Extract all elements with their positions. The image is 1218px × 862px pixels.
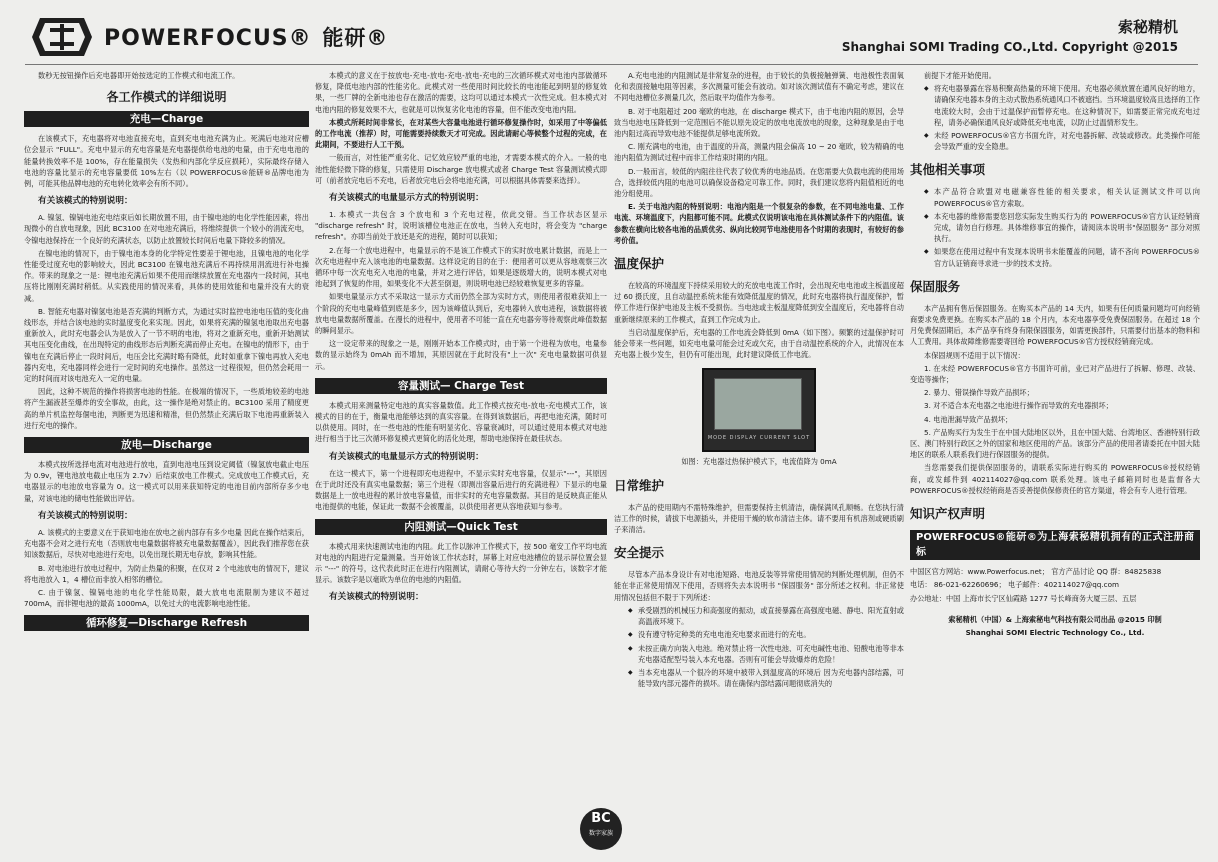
- company-name-cn: 索秘精机: [1117, 18, 1178, 36]
- charge-special-heading: 有关该模式的特别说明：: [38, 196, 133, 207]
- other-matters-title: 其他相关事项: [910, 162, 986, 178]
- quick-test-special-heading: 有关该模式的特别说明：: [329, 592, 424, 603]
- discharge-note-a: A. 该模式的主要意义在于获知电池在放电之前内部存有多少电量 因此在操作结束后，充电器不会对之进行充电（否则放电电量数据将被充电量数据覆盖），因此我们推荐您在获知该数据后，尽快对电池进行充电，以免出现长期无电存放，影响其性能。: [24, 527, 309, 560]
- safety-title: 安全提示: [614, 545, 665, 561]
- quick-test-note-e: E. 关于电池内阻的特别说明：电池内阻是一个很复杂的参数，在不同电池电量、工作电流、环境温度下，内阻都可能不同。此模式仅说明该电池在具体测试条件下的内阻值。该参数在横向比较各电池的品质优劣、纵向比较同节电池使用各个时期的表现时，有较好的参考价值。: [614, 202, 904, 245]
- list-item: ◆ 没有遵守特定种类的充电电池充电要求而进行的充电。: [628, 629, 904, 640]
- refresh-paragraph-2: 一般而言，对性能严重劣化、记忆效应较严重的电池，才需要本模式的介入。一般的电池性能轻微下降的修复，只需使用 Discharge 放电模式或者 Charge Test 容量测试模式即可（前者放完电后不充电，后者放完电后会将电池充满，可以根据具体需要来选择）。: [315, 153, 607, 185]
- warranty-title: 保固服务: [910, 278, 961, 294]
- list-item: ◆ 未经 POWERFOCUS®官方书面允许，对充电器拆解、改装或修改。此类操作可能会导致严重的安全隐患。: [924, 130, 1200, 152]
- refresh-heading-bar: 循环修复—Discharge Refresh: [24, 615, 309, 631]
- footer-publisher-en: Shanghai SOMI Electric Technology Co., Ltd.: [965, 627, 1145, 637]
- brand-cn: 能研®: [322, 26, 389, 50]
- trademark-banner: POWERFOCUS®能研®为上海索秘精机拥有的正式注册商标: [910, 530, 1200, 560]
- list-item: 3. 对不适合本充电器之电池进行操作而导致的充电器损坏；: [924, 401, 1113, 411]
- list-item: 5. 产品购买行为发生于在中国大陆地区以外，且在中国大陆、台湾地区、香港特别行政区、澳门特别行政区之外的国家和地区使用的产品。该部分产品的使用者请委托在中国大陆地区的联系人联系我们进行保固服务的提供。: [910, 427, 1200, 460]
- brand-registered-mark: ®: [288, 26, 312, 51]
- refresh-warning: 本模式所耗时间非常长，在对某些大容量电池进行循环修复操作时，如采用了中等偏低的工作电流（推荐）时，可能需要持续数天才可完成。因此请耐心等候整个过程的完成，在此期间，不要进行人工干预。: [315, 117, 607, 150]
- charge-heading-bar: 充电—Charge: [24, 111, 309, 127]
- list-item: ◆ 将充电器暴露在容易积聚高热量的环境下使用。充电器必须放置在通风良好的地方，请确保充电器本身的主动式散热系统通风口不被遮挡。当环境温度较高且选择的工作电流较大时，会由于过温保护而暂停充电。在这种情况下，如需要正常完成充电过程，请务必确保通风良好或降低充电电流，以防止过温情形发生。: [924, 83, 1200, 128]
- refresh-display-heading: 有关该模式的电量显示方式的特别说明：: [329, 193, 484, 204]
- charge-test-paragraph: 本模式用来测量特定电池的真实容量数值。此工作模式按充电-放电-充电模式工作，该模式的目的在于，衡量电池能够达到的真实容量。在得到该数据后，再把电池充满，随时可以供使用。同时，在一些电池的性能有明显劣化、容量衰减时，可以通过使用本模式对电池进行相当于比三次循环修复模式更简化的活化处理，帮助电池保持在最佳状态。: [315, 400, 607, 444]
- quick-test-note-d: D.一般而言，较低的内阻往往代表了较优秀的电池品质。在您需要大负载电流的使用场合，选择较低内阻的电池可以确保设备稳定可靠工作。同时，我们建议您将内阻值相近的电池分组使用。: [614, 166, 904, 199]
- page-header: [0, 0, 1218, 64]
- list-item: ◆ 承受剧烈的机械压力和高强度的振动，或直接暴露在高强度电磁、静电、阳光直射或高温液环境下。: [628, 605, 904, 627]
- quick-test-note-b: B. 对于电阻超过 200 毫欧的电池，在 discharge 模式下，由于电池内阻的原因，会导致当电池电压降低到一定范围后不能以原先设定的放电电流放电的现象，这种现象是由于电池内阻过高而导致电池不能提供足够电流所致。: [614, 106, 904, 139]
- charge-test-heading-bar: 容量测试— Charge Test: [315, 378, 607, 394]
- warranty-contact-paragraph: 当您需要我们提供保固服务的，请联系实际进行购买的 POWERFOCUS®授权经销商，或发邮件到 402114027@qq.com 联系处理。该电子邮箱同时也是监督各大 POWERFOCUS®授权经销商是否妥善提供保修责任的官方渠道，将会有专人进行管理。: [910, 463, 1200, 495]
- header-divider: [25, 64, 1198, 65]
- charge-note-b: B. 智能充电器对镍氢电池是否充满的判断方式，为通过实时监控电池电压值的变化曲线形态，并结合该电池的实时温度变化来实现。因此，如果将充满的镍氢电池取出充电器重新放入，此时充电器会认为是放入了一节不明的电池，将对之重新充电，重新开始测试其电压变化曲线，在出现特定的曲线形态后判断充满而停止充电。在镍电的情形下，由于镍电在充满后停止一段时间后，电压会比充满时略有降低，此时如重拿下镍电再放入充电器内充电，充电器同样会进行一定时间的充电操作。虽然这一过程很短，但仍然会耗用一定的时间而对该电池充入一定的电量。: [24, 306, 309, 384]
- brand-en: POWERFOCUS: [104, 26, 289, 51]
- warranty-exclusions-intro: 本保固规则不适用于以下情况：: [924, 350, 1025, 360]
- badge-top-text: BC: [591, 811, 611, 826]
- section-title-modes: 各工作模式的详细说明: [106, 90, 227, 105]
- daily-maintenance-paragraph: 本产品的使用期内不需特殊维护，但需要保持主机清洁，确保满风孔顺畅。在您执行清洁工作的时候，请拔下电源插头，并使用干燥的软布清洁主体。请不要用有机溶剂或硬质刷子来清洁。: [614, 502, 904, 535]
- list-item: ◆ 未按正确方向装入电池。绝对禁止将一次性电池、可充电碱性电池、铅酸电池等非本充电器适配型号装入本充电器。否则有可能会导致爆炸的危险！: [628, 643, 904, 665]
- list-item: ◆ 当本充电器从一个很冷的环境中被带入到温度高的环境后 因为充电器内部结露，可能导致内部元器件的损坏。请在确保内部结露问题彻底消失的: [628, 667, 904, 689]
- charge-test-paragraph-2: 在这一模式下，第一个进程即充电进程中，不显示实时充电容量，仅显示"---"，其原因在于此时还没有真实电量数据；第三个进程（即测出容量后进行的充满进程）下显示的电量数据是上一放电进程的累计放电容量值，而非实时的充电容量数据。其目的是反映真正能从电池提供的电能，保证此一数据不会被覆盖，以供使用者更从容地获知与参考。: [315, 468, 607, 512]
- contact-address: 办公地址：中国 上海市长宁区仙霞路 1277 号长峰商务大厦三层、五层: [910, 593, 1137, 603]
- footer-publisher-cn: 索秘精机（中国）& 上海索秘电气科技有限公司出品 @2015 印制: [948, 614, 1162, 624]
- discharge-note-c: C. 由于镍氢、镍镉电池的电化学性能局限，最大放电电流限制为建议不超过 700mA，而非锂电池的最高 1000mA，以免过大的电流影响电池性能。: [24, 587, 309, 609]
- safety-list-continued: [910, 83, 1200, 152]
- warranty-exclusions: [910, 363, 1200, 461]
- refresh-paragraph-4: 这一设定带来的现象之一是，刚刚开始本工作模式时，由于第一个进程为放电，电量参数的显示始终为 0mAh 而不增加，其原因就在于此时没有"上一次" 充电电量数据可供显示。: [315, 339, 607, 371]
- column-3: [614, 70, 904, 822]
- refresh-paragraph-3: 如果电量显示方式不采取这一显示方式而仍然全部为实时方式，则使用者很难获知上一个阶段的充电电量峰值到底是多少，因为该峰值认到后，充电器转入放电进程，该数据将被放电电量数据所覆盖。在漫长的进程中，使用者不可能一直在充电器旁等待观察此峰值数据的瞬间显示。: [315, 292, 607, 336]
- intro-text: 数秒无按钮操作后充电器即开始按选定的工作模式和电流工作。: [38, 71, 240, 80]
- discharge-paragraph: 本模式按所选择电流对电池进行放电，直到电池电压到设定阈值（镍氢放电截止电压为 0.9v，锂电池放电截止电压为 2.7v）后结束放电工作模式。完成放电工作模式后，充电器显示的电池放电容量为 0。这一模式可以用来获知特定的电池目前内部所存多少电量，对该电池的储电性能做出评估。: [24, 460, 309, 503]
- discharge-note-b: B. 对电池进行放电过程中，为防止热量的积聚，在仅对 2 个电池放电的情况下，建议将电池放入 1，4 槽位而非放入相邻的槽位。: [24, 563, 309, 584]
- list-item: 2. 暴力、错误操作导致产品损坏；: [924, 388, 1034, 398]
- discharge-special-heading: 有关该模式的特别说明：: [38, 510, 133, 521]
- refresh-note-2: 2.在每一个放电进程中，电量显示的不是该工作模式下的实时放电累计数据，而是上一次充电进程中充入该电池的电量数据。这样设定的目的在于：便用者可以更从容地观察三次循环中每一次充电充入电池的电量，并对之进行评估，如果是逐级增大的，说明本模式对电池起到了恢复的作用，如果变化不大甚至倒退，则说明电池已经较难恢复更多的容量。: [315, 245, 607, 289]
- list-item: ◆ 本充电器的维修需要您回您实际发生购买行为的 POWERFOCUS®官方认证经销商完成，请勿自行修理。具体维修事宜的操作，请阅读本说明书"保固服务" 部分对照执行。: [924, 211, 1200, 245]
- contact-website: 中国区官方网站：www.Powerfocus.net； 官方产品讨论 QQ 群：84825838: [910, 567, 1162, 577]
- list-item: 1. 在未经 POWERFOCUS®官方书面许可前，业已对产品进行了拆解、修理、改装、变造等操作；: [910, 363, 1200, 385]
- column-4: [910, 70, 1200, 822]
- list-item: ◆ 如果您在使用过程中有发现本说明书未能覆盖的问题，请不吝向 POWERFOCUS®官方认证销商寻求进一步的技术支持。: [924, 246, 1200, 268]
- temperature-protection-title: 温度保护: [614, 256, 665, 272]
- list-item: 4. 电池泄漏导致产品损坏；: [924, 414, 1013, 424]
- warranty-paragraph: 本产品拥有售后保固服务。在购买本产品的 14 天内，如果有任何质量问题均可向经销商要求免费更换。在购买本产品的 18 个月内，本充电器享受免费保固服务。在超过 18 个月免费保固期后，本产品享有终身有限保固服务，如需更换部件，只需要付出基本的物料和人工费用。具体故障维修需要寄回给 POWERFOCUS®官方授权经销商完成。: [910, 303, 1200, 347]
- safety-continued: 前提下才能开始使用。: [924, 71, 996, 80]
- charge-note-a2: 在镍电池的情况下，由于镍电池本身的化学特定性要差于锂电池，且镍电池的电化学性能受过度充电的影响较大，因此 BC3100 在镍电池充满后不再持续用涓流进行补电操作。带来的现象之一是：锂电池充满后如果不使用而继续放置在充电器内一段时间，其电压将比刚刚充满时稍低。从实践使用的情况来看，具体的使用效能和电量并没有大的衰减。: [24, 248, 309, 303]
- contact-phone-email: 电话： 86-021-62260696； 电子邮件：402114027@qq.com: [910, 580, 1119, 590]
- lcd-display: [714, 378, 802, 430]
- refresh-paragraph: 本模式的意义在于按放电-充电-放电-充电-放电-充电的三次循环模式对电池内部做循环修复，降低电池内部的性能劣化。此模式对一些使用时间比较长的电池能起到明显的修复效果，一些厂牌的全新电池也存在激活的需要，这均可以通过本模式一次性完成。但本模式对电池内阻的修复效果不大，也就是可以恢复劣化电池的容量，但不能改变电池内阻。: [315, 71, 607, 114]
- charge-note-b2: 因此，这种不规范的操作将损害电池的性能。在极端的情况下，一些质地较差的电池将产生漏液甚至爆炸的安全事故，由此，这一操作是绝对禁止的。BC3100 采用了精度更高的单片机监控每個电池，判断更为迅速和精准，但仍然禁止充满后取下电池再重新装入进行充电的操作。: [24, 387, 309, 430]
- charger-screen-photo: [702, 368, 816, 452]
- charge-test-display-heading: 有关该模式的电量显示方式的特别说明：: [329, 451, 484, 462]
- company-copyright: Shanghai SOMI Trading CO.,Ltd. Copyright @2015: [841, 40, 1178, 54]
- charge-paragraph: 在该模式下，充电器将对电池直接充电，直到充电电池充满为止。死满后电池对应槽位会显示 "FULL"。充电中显示的充电容量是充电器提供给电池的电量，由于充电电池的能量转换效率不是 100%，存在能量损失（发热和内部化学反应损耗），实际最终存储入电池的容量比显示的充电容量要低 10%左右（以 POWERFOCUS®能研®品牌电池为例，可能其他品牌电池的充电转化效率会有所不同）。: [24, 134, 309, 189]
- badge-bottom-text: 数字家族: [588, 830, 613, 837]
- other-matters-list: [910, 186, 1200, 268]
- brand-name: [104, 22, 388, 52]
- list-item: ◆ 本产品符合欧盟对电磁兼容性能的相关要求，相关认证测试文件可以向 POWERFOCUS®官方索取。: [924, 186, 1200, 208]
- charge-note-a: A. 镍氢、镍镉电池充电结束后如长期放置不用，由于镍电池的电化学性能因素，将出现微小的自放电现象，因此 BC3100 在对电池充满后，将维续提供一个较小的涓流充电，令镍电池保持在一个良好的充满状态，以防止放置较长时间后电量下降较多的情况。: [24, 213, 309, 245]
- quick-test-note-c: C. 刚充满电的电池，由于温度的升高，测量内阻会偏高 10 ~ 20 毫欧，较为精确的电池内阻值为测试过程中而非工作结束时期的内阻。: [614, 142, 904, 163]
- powerfocus-logo-icon: [30, 14, 94, 60]
- refresh-note-1: 1. 本模式一共包含 3 个放电和 3 个充电过程，依此交错。当工作状态区显示 "discharge refresh" 时，说明该槽位电池正在放电，当转入充电时，将会变为 "charge refresh"。亦即当前处于放还是充的进程，随时可以获知；: [315, 210, 607, 242]
- column-2: [315, 70, 607, 822]
- ip-title: 知识产权声明: [910, 506, 986, 522]
- temperature-protection-paragraph-2: 当启动温度保护后，充电器的工作电流会降低到 0mA（如下图）。频繁的过温保护时可能会带来一些问题，如充电电量可能会过充或欠充，由于自动温控系统的介入，此情况在本充电器上极少发生，但仍有可能出现，此时建议降低工作电流。: [614, 327, 904, 360]
- bc-family-badge: [580, 808, 622, 850]
- temperature-protection-paragraph: 在较高的环境温度下持续采用较大的充放电电流工作时，会出现充电电池或主板温度超过 60 摄氏度，且自动温控系统未能有效降低温度的情况，此时充电器将执行温度保护，暂停工作进行保护电池及主板不受损伤。当电池或主板温度降低到安全温度后，充电器将自动重新继续原来的工作模式，直到工作完成为止。: [614, 281, 904, 324]
- quick-test-note-a: A.充电电池的内阻测试是非常复杂的进程，由于较长的负极接触弹簧、电池极性表面氧化和表面接触电阻等因素，多次测量可能会有波动。如对该次测试值有不确定考虑，建议在不同电池槽位多测量几次，然后取平均值作为参考。: [614, 71, 904, 103]
- screen-button-labels: MODE DISPLAY CURRENT SLOT: [707, 435, 811, 442]
- daily-maintenance-title: 日常维护: [614, 477, 665, 493]
- safety-list: [614, 605, 904, 689]
- column-1: [24, 70, 309, 822]
- discharge-heading-bar: 放电—Discharge: [24, 437, 309, 453]
- quick-test-paragraph: 本模式用来快速测试电池的内阻。此工作以脉冲工作模式下，按 500 毫安工作平均电流对电池的内阻进行定量测量。当开始该工作状态时，屏幕上对应电池槽位的显示屏位置会显示 "---" 的符号，这代表此时正在进行内阻测试，请耐心等待大约一分钟左右，该数字才能显示。该数字是以毫欧为单位的电池的内阻值。: [315, 541, 607, 585]
- quick-test-heading-bar: 内阻测试—Quick Test: [315, 519, 607, 535]
- safety-paragraph: 尽管本产品本身设计有对电池短路、电池反装等异常使用情况的判断处理机制，但仍不能在非正常使用情况下使用，否则将失去本说明书 "保固服务" 部分所述之权利。非正常使用情况包括但不限于下列所述：: [614, 570, 904, 602]
- screen-caption: 如图：充电器过热保护模式下，电流值降为 0mA: [681, 457, 837, 467]
